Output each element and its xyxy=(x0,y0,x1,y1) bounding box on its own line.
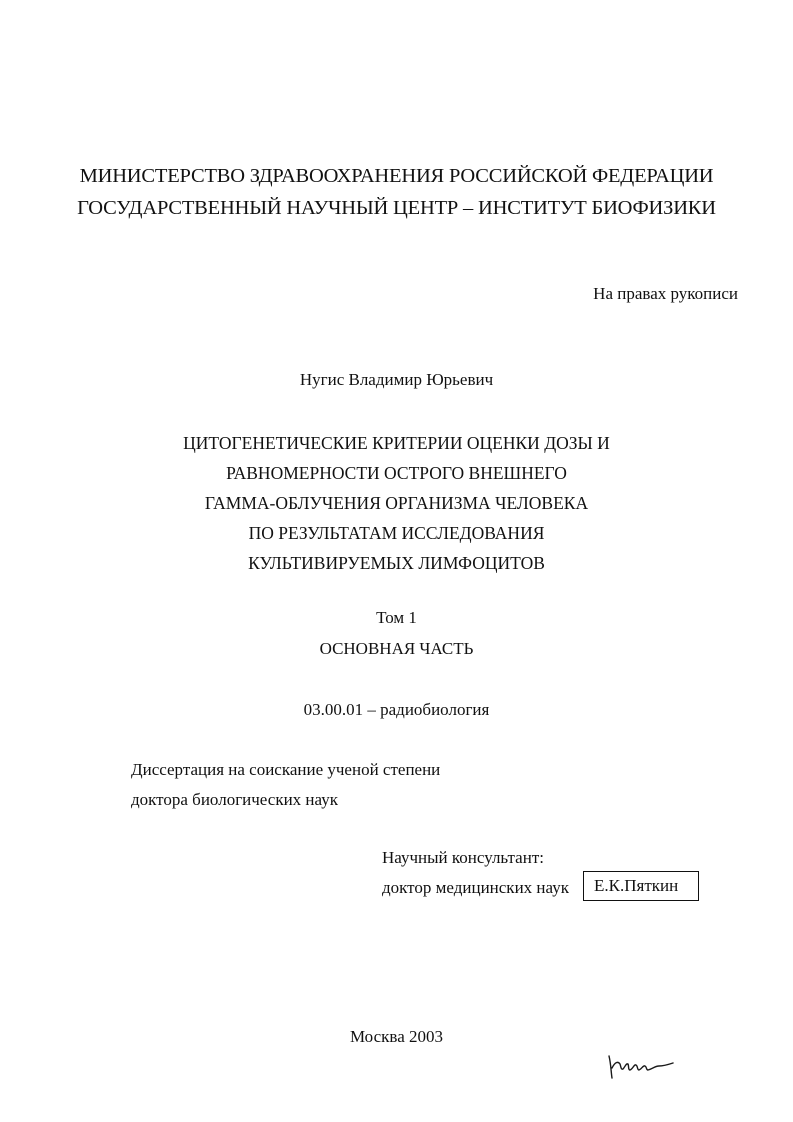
consultant-name-box: Е.К.Пяткин xyxy=(583,871,699,901)
organization-header xyxy=(0,160,793,224)
title-line: ПО РЕЗУЛЬТАТАМ ИССЛЕДОВАНИЯ xyxy=(248,523,545,543)
specialty-code: 03.00.01 – радиобиология xyxy=(303,700,490,719)
ministry-name: МИНИСТЕРСТВО ЗДРАВООХРАНЕНИЯ РОССИЙСКОЙ ФЕДЕРАЦИИ xyxy=(79,165,714,187)
dissertation-title xyxy=(0,428,793,578)
consultant-label: Научный консультант: xyxy=(382,848,544,867)
degree-statement-line: Диссертация на соискание ученой степени xyxy=(131,760,441,779)
title-line: РАВНОМЕРНОСТИ ОСТРОГО ВНЕШНЕГО xyxy=(226,463,567,483)
title-line: ГАММА-ОБЛУЧЕНИЯ ОРГАНИЗМА ЧЕЛОВЕКА xyxy=(204,493,589,513)
consultant-degree: доктор медицинских наук xyxy=(382,878,569,897)
degree-statement-line: доктора биологических наук xyxy=(131,790,338,809)
title-line: ЦИТОГЕНЕТИЧЕСКИЕ КРИТЕРИИ ОЦЕНКИ ДОЗЫ И xyxy=(183,433,610,453)
manuscript-rights-note: На правах рукописи xyxy=(593,284,738,303)
part-name: ОСНОВНАЯ ЧАСТЬ xyxy=(319,639,474,658)
institute-name: ГОСУДАРСТВЕННЫЙ НАУЧНЫЙ ЦЕНТР – ИНСТИТУТ БИОФИЗИКИ xyxy=(77,197,716,219)
city-year: Москва 2003 xyxy=(349,1027,444,1046)
title-line: КУЛЬТИВИРУЕМЫХ ЛИМФОЦИТОВ xyxy=(248,553,545,573)
handwritten-signature xyxy=(605,1052,685,1082)
author-name: Нугис Владимир Юрьевич xyxy=(299,370,494,389)
volume-number: Том 1 xyxy=(376,608,417,627)
